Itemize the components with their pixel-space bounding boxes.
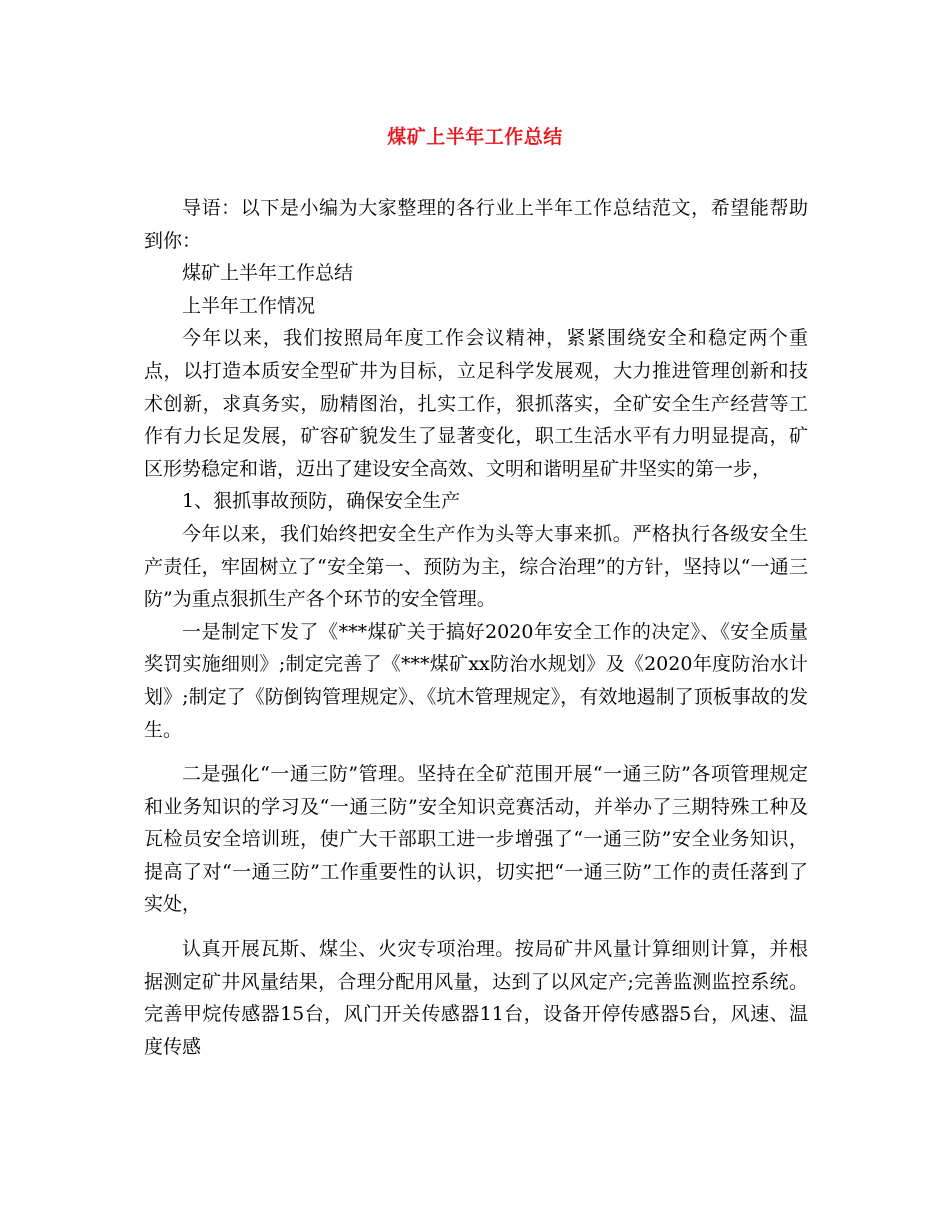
body-paragraph: 二是强化“一通三防”管理。坚持在全矿范围开展“一通三防”各项管理规定和业务知识的学习及“一通三防”安全知识竞赛活动，并举办了三期特殊工种及瓦检员安全培训班，使广大干部职工进一步增强了“一通三防”安全业务知识，提高了对“一通三防”工作重要性的认识，切实把“一通三防”工作的责任落到了实处， <box>144 763 808 916</box>
document-body <box>144 192 808 1063</box>
body-paragraph: 今年以来，我们始终把安全生产作为头等大事来抓。严格执行各级安全生产责任，牢固树立了“安全第一、预防为主，综合治理”的方针，坚持以“一通三防”为重点狠抓生产各个环节的安全管理。 <box>144 522 808 611</box>
item-heading: 1、狠抓事故预防，确保安全生产 <box>182 490 461 513</box>
intro-paragraph: 导语：以下是小编为大家整理的各行业上半年工作总结范文，希望能帮助到你： <box>144 197 808 252</box>
document-title: 煤矿上半年工作总结 <box>387 126 563 148</box>
body-paragraph: 一是制定下发了《***煤矿关于搞好2020年安全工作的决定》、《安全质量奖罚实施细则》;制定完善了《***煤矿xx防治水规划》及《2020年度防治水计划》;制定了《防倒钩管理规定》、《坑木管理规定》，有效地遏制了顶板事故的发生。 <box>144 620 808 741</box>
body-paragraph: 认真开展瓦斯、煤尘、火灾专项治理。按局矿井风量计算细则计算，并根据测定矿井风量结果，合理分配用风量，达到了以风定产;完善监测监控系统。完善甲烷传感器15台，风门开关传感器11台，设备开停传感器5台，风速、温度传感 <box>144 938 808 1058</box>
section-heading: 上半年工作情况 <box>182 294 316 317</box>
body-paragraph: 今年以来，我们按照局年度工作会议精神，紧紧围绕安全和稳定两个重点，以打造本质安全型矿井为目标，立足科学发展观，大力推进管理创新和技术创新，求真务实，励精图治，扎实工作，狠抓落实，全矿安全生产经营等工作有力长足发展，矿容矿貌发生了显著变化，职工生活水平有力明显提高，矿区形势稳定和谐，迈出了建设安全高效、文明和谐明星矿井坚实的第一步， <box>144 327 808 480</box>
subtitle-paragraph: 煤矿上半年工作总结 <box>182 262 354 285</box>
